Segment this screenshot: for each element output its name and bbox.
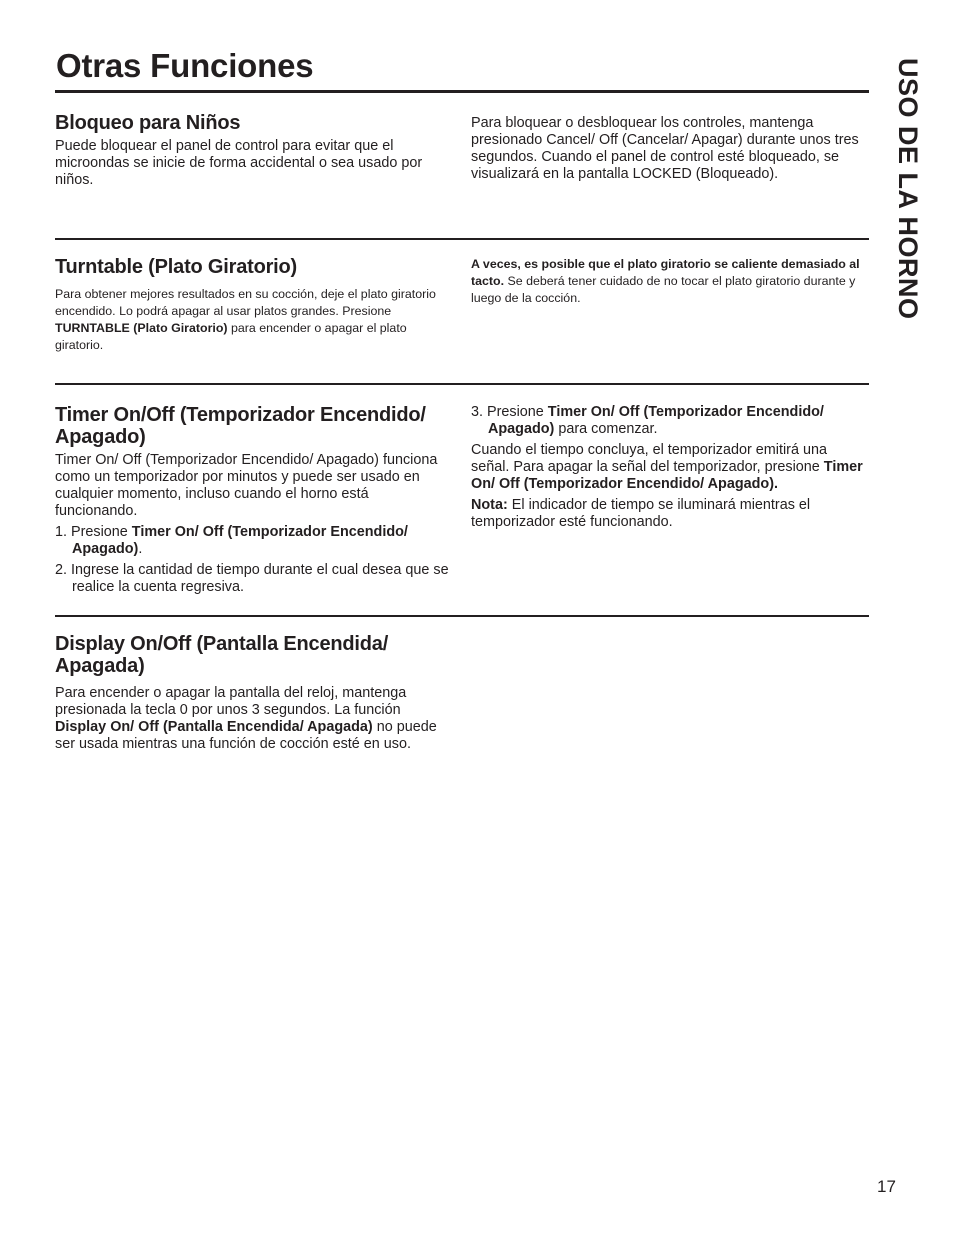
turntable-warning-bold: A veces, es posible que el plato giratorio se caliente demasiado al tacto. (471, 257, 860, 288)
display-left-column (55, 633, 453, 753)
timer-steps (55, 524, 453, 596)
timer-intro: Timer On/ Off (Temporizador Encendido/ Apagado) funciona como un temporizador por minutos y puede ser usado en cualquier momento, incluso cuando el horno está funcionando. (55, 452, 438, 519)
side-tab-label: USO DE LA HORNO (893, 58, 923, 320)
page-title: Otras Funciones (56, 47, 314, 84)
section-divider (55, 238, 869, 240)
section-divider (55, 383, 869, 385)
turntable-left-column (55, 256, 453, 354)
child-lock-instructions: Para bloquear o desbloquear los controles, mantenga presionado Cancel/ Off (Cancelar/ Apagar) durante unos tres segundos. Cuando el panel de control esté bloqueado, se visualizará en la pantalla LOCKED (Bloqueado). (471, 115, 859, 182)
turntable-description: Para obtener mejores resultados en su cocción, deje el plato giratorio encendido. Lo podrá apagar al usar platos grandes. Presione TURNTABLE (Plato Giratorio) para encender o apagar el plato giratorio. (55, 287, 436, 352)
timer-step-2: 2. Ingrese la cantidad de tiempo durante el cual desea que se realice la cuenta regresiva. (55, 562, 449, 595)
page-number: 17 (877, 1177, 896, 1196)
display-description: Para encender o apagar la pantalla del reloj, mantenga presionada la tecla 0 por unos 3 segundos. La función Display On/ Off (Pantalla Encendida/ Apagada) no puede ser usada mientras una función de cocción esté en uso. (55, 685, 437, 752)
timer-right-column (471, 404, 869, 531)
turntable-button-name: TURNTABLE (Plato Giratorio) (55, 321, 228, 335)
display-heading: Display On/Off (Pantalla Encendida/ Apagada) (55, 633, 389, 677)
child-lock-right-column (471, 115, 869, 183)
title-rule (55, 90, 869, 93)
timer-left-column (55, 404, 453, 600)
timer-note-label: Nota: (471, 497, 508, 513)
timer-note: Nota: El indicador de tiempo se iluminará mientras el temporizador esté funcionando. (471, 497, 811, 530)
turntable-warning: A veces, es posible que el plato giratorio se caliente demasiado al tacto. Se deberá tener cuidado de no tocar el plato giratorio durante y luego de la cocción. (471, 257, 860, 305)
timer-heading: Timer On/Off (Temporizador Encendido/ Apagado) (55, 404, 426, 448)
child-lock-left-column (55, 112, 453, 189)
turntable-right-column (471, 256, 869, 307)
timer-steps-continued (471, 404, 869, 438)
timer-step-1: 1. Presione Timer On/ Off (Temporizador Encendido/ Apagado). (55, 524, 408, 557)
turntable-heading: Turntable (Plato Giratorio) (55, 256, 298, 278)
timer-step-3: 3. Presione Timer On/ Off (Temporizador Encendido/ Apagado) para comenzar. (471, 404, 824, 437)
section-divider (55, 615, 869, 617)
child-lock-heading: Bloqueo para Niños (55, 112, 241, 134)
timer-end-signal: Cuando el tiempo concluya, el temporizador emitirá una señal. Para apagar la señal del temporizador, presione Timer On/ Off (Temporizador Encendido/ Apagado). (471, 442, 863, 492)
child-lock-description: Puede bloquear el panel de control para evitar que el microondas se inicie de forma accidental o sea usado por niños. (55, 138, 423, 188)
